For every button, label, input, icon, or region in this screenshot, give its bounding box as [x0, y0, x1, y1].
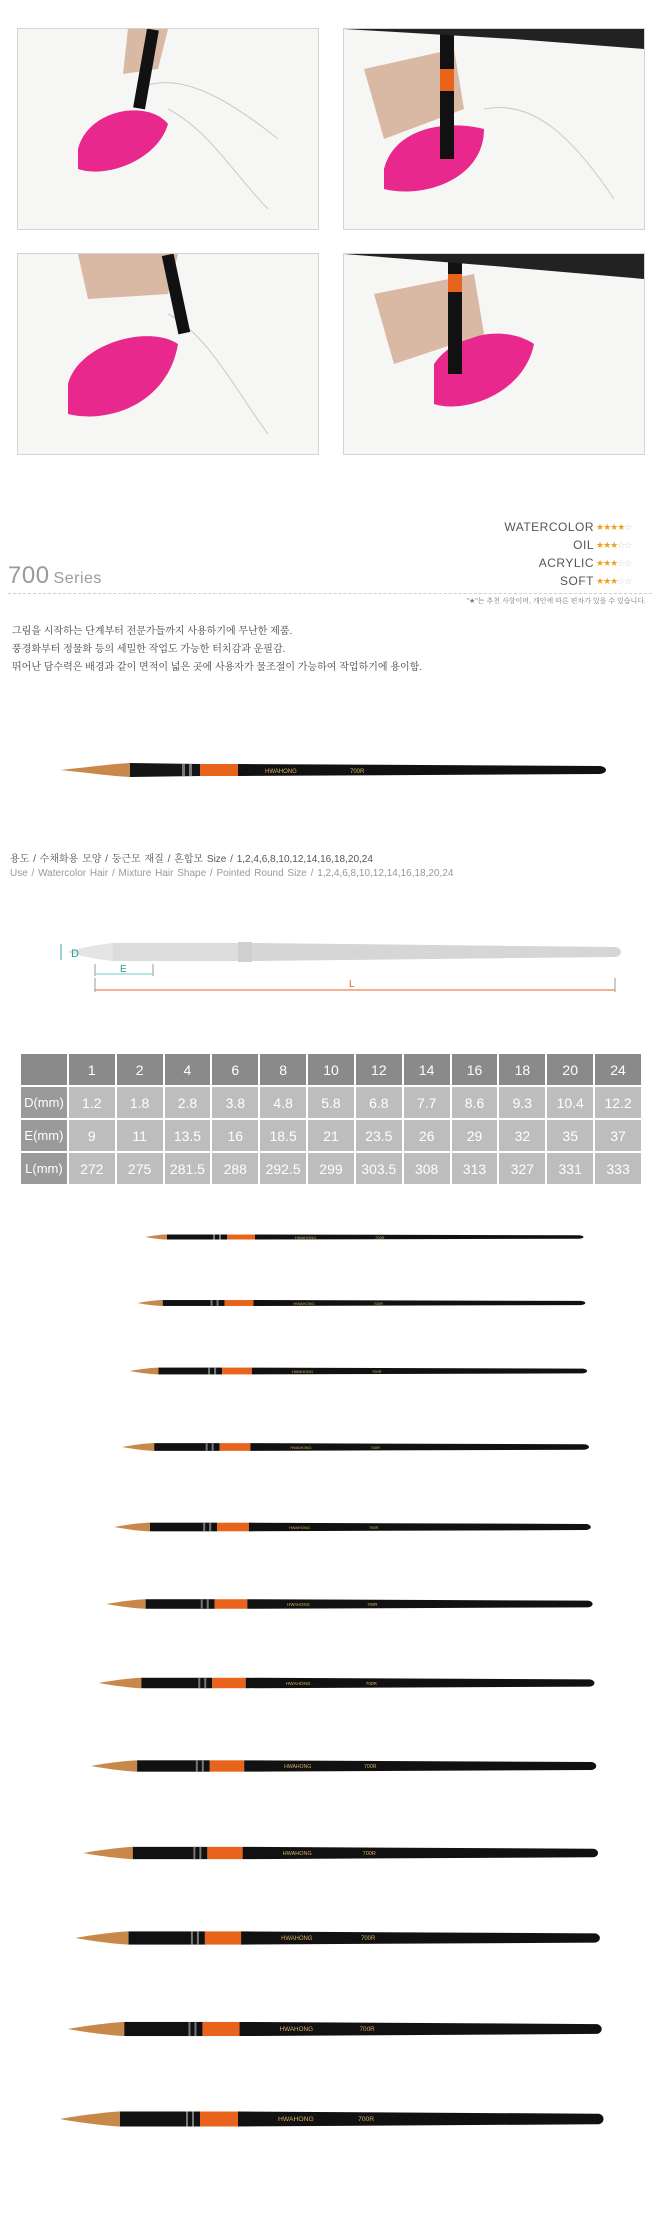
table-cell: 292.5 — [259, 1152, 307, 1185]
table-cell: 5.8 — [307, 1086, 355, 1119]
size-header: 8 — [259, 1053, 307, 1086]
brush-ring — [201, 1599, 203, 1609]
brush-brand-print: HWAHONG — [265, 769, 297, 775]
brush-ring — [207, 1599, 209, 1609]
brush-brand-print: HWAHONG — [284, 1764, 312, 1770]
length-e-label: E — [120, 964, 127, 975]
brush-orange-band — [205, 1931, 241, 1944]
painting-illustration — [344, 254, 644, 454]
row-label: E(mm) — [20, 1119, 68, 1152]
star-rating: ★★★☆☆ — [596, 557, 632, 568]
description-line: 풍경화부터 정물화 등의 세밀한 작업도 가능한 터치감과 운필감. — [12, 644, 286, 655]
brush-bristles — [137, 1300, 162, 1306]
brush-ring — [219, 1235, 221, 1240]
brush-brand-print: HWAHONG — [282, 1851, 312, 1857]
brush-orange-band — [202, 2022, 239, 2036]
rating-row — [426, 518, 646, 536]
painting-photo-2 — [343, 28, 645, 230]
brush-ring — [188, 2022, 190, 2036]
row-label: D(mm) — [20, 1086, 68, 1119]
brush-model-print: 700R — [361, 1936, 376, 1942]
brush-bristles — [68, 2022, 125, 2036]
brush-ring — [217, 1300, 219, 1306]
brush-ring — [214, 1368, 216, 1375]
brush-brand-print: HWAHONG — [279, 2026, 314, 2033]
star-rating: ★★★★☆ — [596, 521, 632, 532]
spec-korean: 용도 / 수채화용 모양 / 둥근모 재질 / 혼합모 Size / 1,2,4,6,8,10,12,14,16,18,20,24 — [10, 854, 373, 865]
brush-orange-band — [210, 1760, 244, 1771]
brush-bristles — [145, 1235, 167, 1240]
brush-brand-print: HWAHONG — [281, 1936, 313, 1942]
brush-brand-print: HWAHONG — [291, 1369, 314, 1374]
brush-bristles — [91, 1760, 137, 1771]
brush-ferrule — [137, 1760, 210, 1771]
divider — [8, 593, 652, 594]
painting-illustration — [18, 254, 318, 454]
brush-ferrule — [163, 1300, 225, 1306]
painting-illustration — [344, 29, 644, 229]
table-row-l — [20, 1152, 642, 1185]
table-cell: 9 — [68, 1119, 116, 1152]
brush-size-4 — [0, 1356, 660, 1386]
brush-model-print: 700R — [358, 2116, 375, 2123]
brush-ring — [211, 1300, 213, 1306]
rating-row — [426, 554, 646, 572]
brush-model-print: 700R — [375, 1235, 385, 1240]
brush-size-12 — [0, 1668, 660, 1698]
brush-ferrule — [146, 1599, 215, 1609]
table-cell: 281.5 — [164, 1152, 212, 1185]
table-cell: 275 — [116, 1152, 164, 1185]
brush-model-print: 700R — [359, 2026, 375, 2033]
table-cell: 6.8 — [355, 1086, 403, 1119]
size-header: 10 — [307, 1053, 355, 1086]
description-line: 그림을 시작하는 단계부터 전문가들까지 사용하기에 무난한 제품. — [12, 626, 293, 637]
brush-ring — [199, 1847, 201, 1859]
table-cell: 35 — [546, 1119, 594, 1152]
brush-bristles — [122, 1443, 154, 1451]
star-rating: ★★★☆☆ — [596, 575, 632, 586]
painting-photo-1 — [17, 28, 319, 230]
size-header: 4 — [164, 1053, 212, 1086]
brush-ferrule — [154, 1443, 219, 1451]
brush-ferrule — [141, 1678, 212, 1688]
brush-orange-band — [227, 1235, 255, 1240]
table-cell: 331 — [546, 1152, 594, 1185]
brush-size-8 — [0, 1512, 660, 1542]
brush-orange-band — [215, 1599, 248, 1609]
brush-size-6 — [0, 1432, 660, 1462]
table-cell: 272 — [68, 1152, 116, 1185]
brush-ring — [194, 2022, 196, 2036]
table-cell: 21 — [307, 1119, 355, 1152]
rating-label: WATERCOLOR — [504, 520, 594, 534]
brush-model-print: 700R — [373, 1301, 384, 1306]
table-cell: 9.3 — [498, 1086, 546, 1119]
size-header: 18 — [498, 1053, 546, 1086]
brush-brand-print: HWAHONG — [287, 1602, 310, 1607]
brush-bristles — [60, 2112, 120, 2127]
table-cell: 1.2 — [68, 1086, 116, 1119]
brush-ring — [191, 1931, 193, 1944]
table-cell: 16 — [211, 1119, 259, 1152]
table-header-row — [20, 1053, 642, 1086]
brush-model-print: 700R — [350, 769, 365, 775]
diameter-label: D — [71, 948, 79, 960]
brush-ferrule — [133, 1847, 208, 1859]
size-header: 6 — [211, 1053, 259, 1086]
size-header: 20 — [546, 1053, 594, 1086]
product-description — [12, 623, 422, 677]
brush-size-14 — [0, 1751, 660, 1781]
table-cell: 2.8 — [164, 1086, 212, 1119]
table-cell: 327 — [498, 1152, 546, 1185]
brush-orange-band — [225, 1300, 254, 1306]
table-cell: 299 — [307, 1152, 355, 1185]
table-cell: 29 — [451, 1119, 499, 1152]
table-row-d — [20, 1086, 642, 1119]
size-header: 1 — [68, 1053, 116, 1086]
brush-model-print: 700R — [370, 1445, 380, 1450]
brush-bristles — [106, 1599, 145, 1609]
brush-bristles — [60, 763, 130, 777]
size-header: 16 — [451, 1053, 499, 1086]
brush-ferrule — [167, 1235, 227, 1240]
brush-ring — [212, 1443, 214, 1451]
brush-model-print: 700R — [362, 1851, 376, 1857]
length-l-label: L — [349, 979, 355, 990]
description-line: 뛰어난 담수력은 배경과 같이 면적이 넓은 곳에 사용자가 물조절이 가능하여 작업하기에 용이함. — [12, 662, 423, 673]
brush-ring — [208, 1368, 210, 1375]
dimension-diagram — [55, 930, 625, 1010]
table-cell: 3.8 — [211, 1086, 259, 1119]
table-cell: 8.6 — [451, 1086, 499, 1119]
rating-row — [426, 572, 646, 590]
series-word: Series — [53, 570, 102, 587]
brush-brand-print: HWAHONG — [278, 2116, 314, 2123]
brush-size-16 — [0, 1838, 660, 1868]
brush-ring — [186, 2112, 188, 2127]
table-cell: 4.8 — [259, 1086, 307, 1119]
brush-ring — [197, 1931, 199, 1944]
brush-orange-band — [222, 1368, 252, 1375]
table-cell: 10.4 — [546, 1086, 594, 1119]
brush-bristles — [83, 1847, 133, 1859]
brush-brand-print: HWAHONG — [285, 1681, 311, 1686]
size-table — [19, 1052, 643, 1186]
table-cell: 7.7 — [403, 1086, 451, 1119]
brush-orange-band — [200, 764, 238, 776]
painting-illustration — [18, 29, 318, 229]
table-cell: 288 — [211, 1152, 259, 1185]
brush-ring — [203, 1523, 205, 1532]
diagram-band — [238, 942, 252, 962]
table-cell: 23.5 — [355, 1119, 403, 1152]
brush-ring — [206, 1443, 208, 1451]
brush-ring — [196, 1760, 198, 1771]
brush-ring — [193, 1847, 195, 1859]
brush-size-18 — [0, 1923, 660, 1953]
brush-size-24 — [0, 2104, 660, 2134]
diagram-handle — [252, 943, 621, 961]
brush-ferrule — [124, 2022, 202, 2036]
brush-model-print: 700R — [365, 1681, 377, 1686]
brush-ferrule — [150, 1523, 217, 1532]
brush-orange-band — [220, 1443, 251, 1451]
brush-orange-band — [200, 2112, 238, 2127]
brush-orange-band — [207, 1847, 242, 1859]
brush-ferrule — [129, 1931, 205, 1944]
brush-size-10 — [0, 1589, 660, 1619]
rating-label: SOFT — [560, 574, 594, 588]
brush-ring — [209, 1523, 211, 1532]
table-cell: 32 — [498, 1119, 546, 1152]
table-cell: 308 — [403, 1152, 451, 1185]
brush-ring — [192, 2112, 194, 2127]
table-cell: 13.5 — [164, 1119, 212, 1152]
brush-orange-band — [212, 1678, 245, 1688]
brush-bristles — [114, 1523, 150, 1532]
table-cell: 303.5 — [355, 1152, 403, 1185]
size-header: 14 — [403, 1053, 451, 1086]
brush-size-1 — [0, 1222, 660, 1252]
brush-ring — [213, 1235, 215, 1240]
size-header: 24 — [594, 1053, 642, 1086]
table-cell: 18.5 — [259, 1119, 307, 1152]
brush-brand-print: HWAHONG — [293, 1301, 315, 1306]
brush-brand-print: HWAHONG — [295, 1235, 317, 1240]
spec-english: Use / Watercolor Hair / Mixture Hair Shape / Pointed Round Size / 1,2,4,6,8,10,12,14,16,18,20,24 — [10, 868, 454, 879]
table-cell: 313 — [451, 1152, 499, 1185]
brush-model-print: 700R — [371, 1369, 382, 1374]
brush-bristles — [130, 1368, 159, 1375]
hero-brush-image — [60, 755, 610, 785]
painting-photo-3 — [17, 253, 319, 455]
series-number: 700 — [8, 562, 50, 589]
brush-brand-print: HWAHONG — [290, 1445, 312, 1450]
brush-ferrule — [158, 1368, 222, 1375]
brush-brand-print: HWAHONG — [288, 1525, 311, 1530]
painting-photo-4 — [343, 253, 645, 455]
ratings-panel — [426, 518, 646, 590]
brush-orange-band — [217, 1523, 249, 1532]
brush-ring — [204, 1678, 206, 1688]
brush-size-2 — [0, 1288, 660, 1318]
recommendation-note: "★"는 추천 사항이며, 개인에 따른 편차가 있을 수 있습니다. — [466, 598, 646, 605]
brush-model-print: 700R — [367, 1602, 378, 1607]
size-header: 12 — [355, 1053, 403, 1086]
brush-model-print: 700R — [368, 1525, 379, 1530]
table-cell: 26 — [403, 1119, 451, 1152]
brush-ring — [198, 1678, 200, 1688]
brush-model-print: 700R — [364, 1764, 377, 1770]
series-title — [8, 562, 102, 590]
rating-row — [426, 536, 646, 554]
table-cell: 11 — [116, 1119, 164, 1152]
rating-label: OIL — [573, 538, 594, 552]
row-label: L(mm) — [20, 1152, 68, 1185]
star-rating: ★★★☆☆ — [596, 539, 632, 550]
rating-label: ACRYLIC — [538, 556, 594, 570]
table-cell: 1.8 — [116, 1086, 164, 1119]
brush-size-20 — [0, 2014, 660, 2044]
table-corner — [20, 1053, 68, 1086]
brush-bristles — [99, 1678, 142, 1688]
table-cell: 12.2 — [594, 1086, 642, 1119]
table-row-e — [20, 1119, 642, 1152]
brush-ring — [202, 1760, 204, 1771]
brush-bristles — [75, 1931, 128, 1944]
size-header: 2 — [116, 1053, 164, 1086]
table-cell: 37 — [594, 1119, 642, 1152]
table-cell: 333 — [594, 1152, 642, 1185]
